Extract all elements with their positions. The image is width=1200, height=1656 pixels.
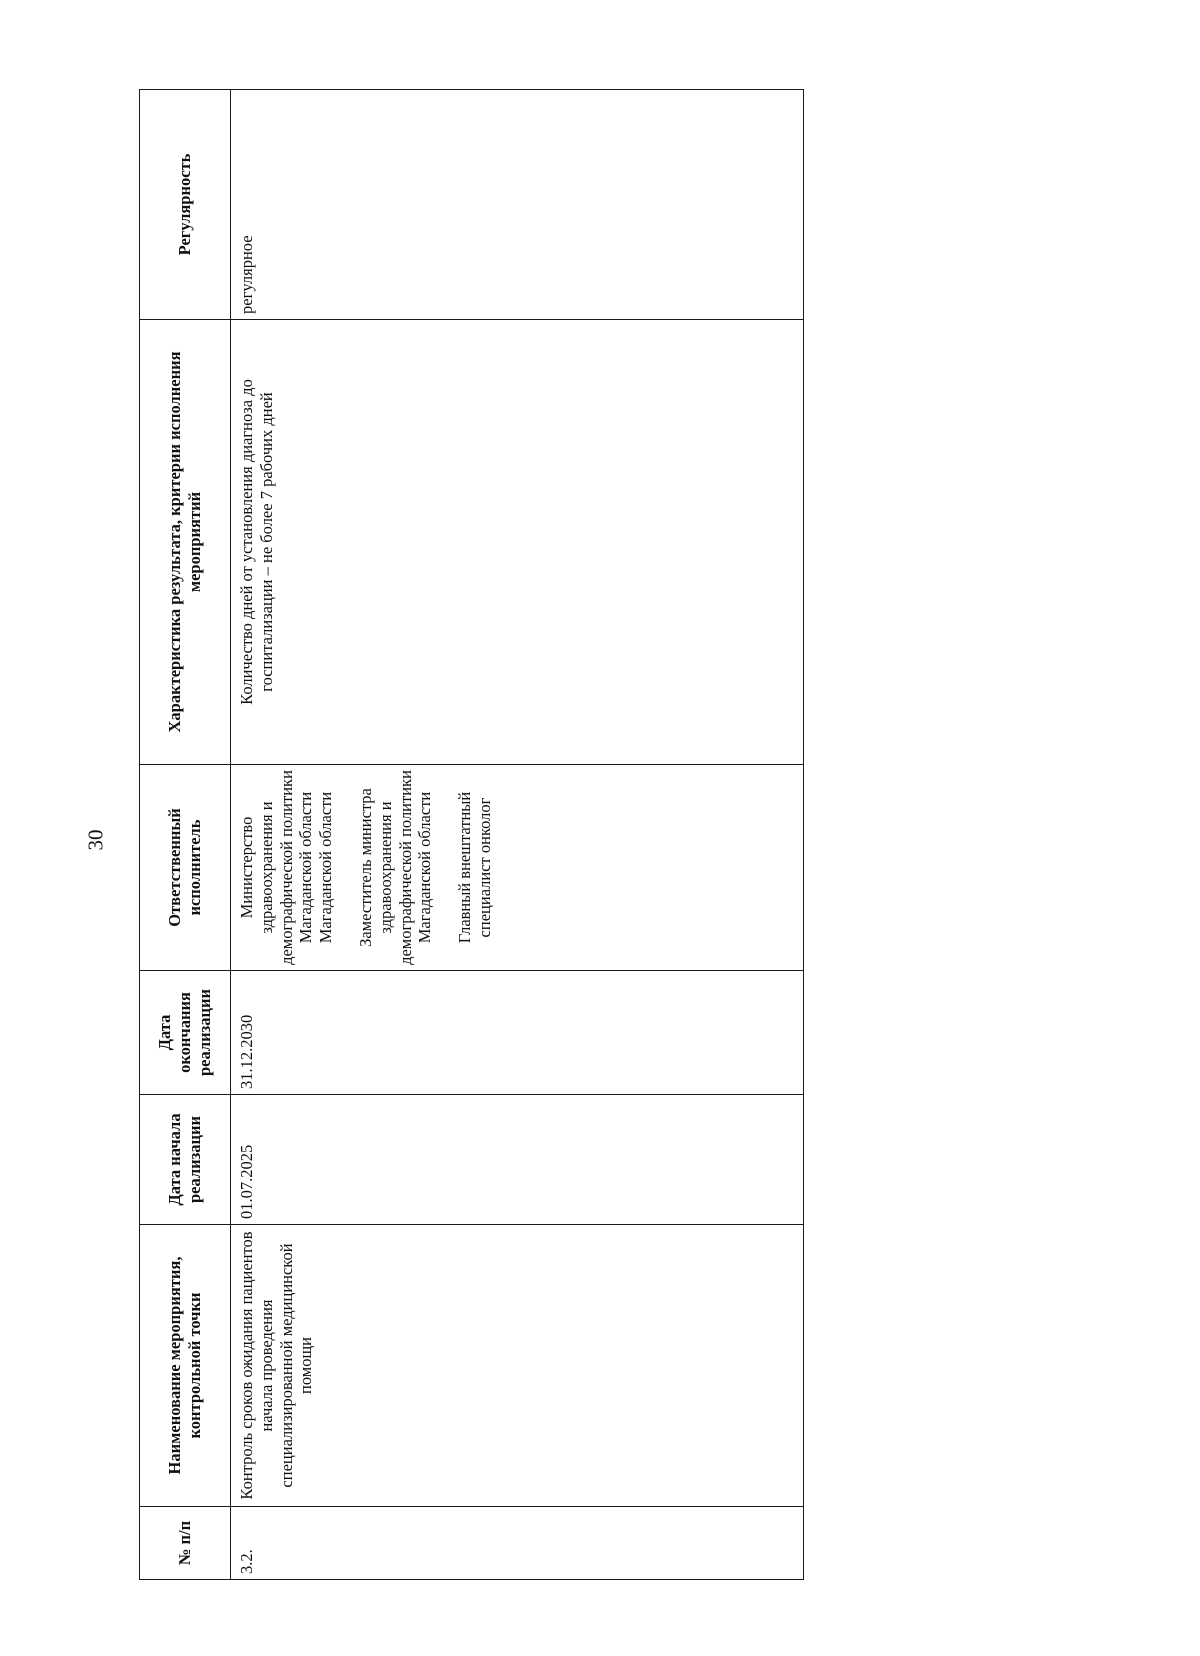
header-start-date: Дата начала реализации	[140, 1095, 231, 1225]
header-end-date: Дата окончания реализации	[140, 971, 231, 1095]
page-number: 30	[83, 829, 108, 851]
cell-number: 3.2.	[231, 1507, 804, 1580]
header-regularity: Регулярность	[140, 90, 231, 320]
cell-end-date: 31.12.2030	[231, 971, 804, 1095]
table-header-row	[140, 90, 231, 1580]
executor-ministry: Министерство здравоохранения и демографической политики Магаданской области Магаданской области	[237, 770, 336, 965]
header-number: № п/п	[140, 1507, 231, 1580]
cell-result: Количество дней от установления диагноза до госпитализации – не более 7 рабочих дней	[231, 320, 804, 765]
table-row	[231, 90, 804, 1580]
cell-start-date: 01.07.2025	[231, 1095, 804, 1225]
activities-table	[139, 89, 804, 1580]
cell-executor	[231, 765, 804, 971]
header-executor: Ответственный исполнитель	[140, 765, 231, 971]
cell-regularity: регулярное	[231, 90, 804, 320]
header-activity-name: Наименование мероприятия, контрольной точки	[140, 1225, 231, 1507]
cell-activity-name: Контроль сроков ожидания пациентов начала проведения специализированной медицинской помощи	[231, 1225, 804, 1507]
rotated-table-wrapper	[139, 90, 789, 1580]
executor-chief-oncologist: Главный внештатный специалист онколог	[455, 791, 494, 944]
header-result: Характеристика результата, критерии исполнения мероприятий	[140, 320, 231, 765]
executor-deputy-minister: Заместитель министра здравоохранения и демографической политики Магаданской области	[355, 770, 435, 965]
